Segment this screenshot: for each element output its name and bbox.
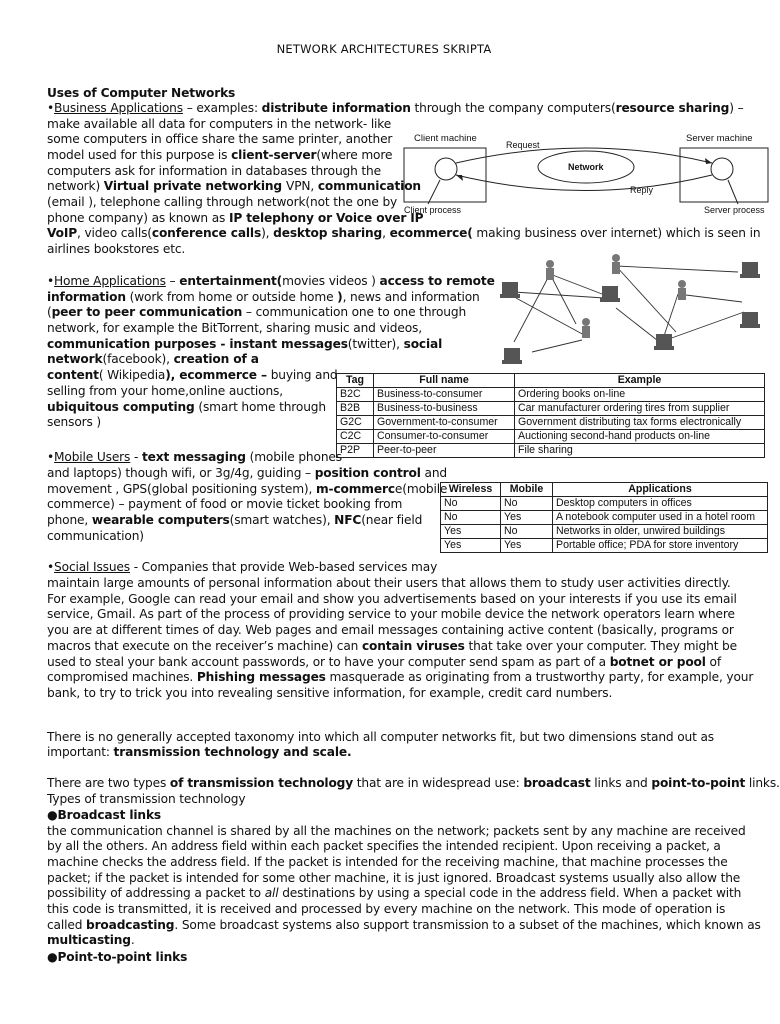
home-line-3: (peer to peer communication – communication one to one through: [47, 305, 467, 319]
table-cell: Consumer-to-consumer: [374, 430, 515, 444]
table-cell: Desktop computers in offices: [553, 497, 768, 511]
client-process-circle: [435, 158, 457, 180]
table-cell: Auctioning second-hand products on-line: [515, 430, 765, 444]
business-line-9: VoIP, video calls(conference calls), desktop sharing, ecommerce( making business over internet) which is seen in: [47, 226, 761, 240]
table-cell: Ordering books on-line: [515, 388, 765, 402]
table-cell: C2C: [337, 430, 374, 444]
network-label: Network: [568, 162, 604, 172]
table-cell: Portable office; PDA for store inventory: [553, 539, 768, 553]
home-line-2: information (work from home or outside home ), news and information: [47, 290, 480, 304]
table-cell: Government-to-consumer: [374, 416, 515, 430]
request-arrow: [456, 148, 712, 163]
types-line-1: There are two types of transmission technology that are in widespread use: broadcast links and point-to-point links.: [47, 776, 780, 790]
business-line-5: computers ask for information in databases through the: [47, 164, 381, 178]
broadcast-line-5: possibility of addressing a packet to all destinations by using a special code in the address field. When a packet with: [47, 886, 742, 900]
social-line-6: macros that execute on the receiver’s machine) can contain viruses that take over your computer. They might be: [47, 639, 737, 653]
table-header: Wireless: [441, 483, 501, 497]
page-title: NETWORK ARCHITECTURES SKRIPTA: [276, 42, 492, 56]
table-header: Full name: [374, 374, 515, 388]
table-header: Example: [515, 374, 765, 388]
mobile-line-2: and laptops) though wifi, or 3g/4g, guiding – position control and: [47, 466, 447, 480]
table-cell: Yes: [501, 539, 553, 553]
broadcast-line-2: by all the others. An address field within each packet specifies the intended recipient. Upon receiving a packet, a: [47, 839, 721, 853]
server-machine-label: Server machine: [686, 133, 753, 144]
home-line-7: content( Wikipedia), ecommerce – buying and: [47, 368, 338, 382]
table-row: [441, 497, 768, 511]
broadcast-line-4: packet; if the packet is intended for some other machine, it is just ignored. Broadcast systems usually also allow the: [47, 871, 741, 885]
table-cell: No: [501, 525, 553, 539]
table-cell: Business-to-consumer: [374, 388, 515, 402]
taxonomy-line-1: There is no generally accepted taxonomy into which all computer networks fit, but two dimensions stand out as: [47, 730, 714, 744]
broadcast-line-7: called broadcasting. Some broadcast systems also support transmission to a subset of the machines, which known as: [47, 918, 761, 932]
home-line-5: communication purposes - instant messages(twitter), social: [47, 337, 443, 351]
table-cell: Networks in older, unwired buildings: [553, 525, 768, 539]
social-line-4: service, Gmail. As part of the process of providing service to your mobile device the network operators learn where: [47, 607, 735, 621]
business-line-4: model used for this purpose is client-server(where more: [47, 148, 393, 162]
reply-label: Reply: [630, 185, 654, 195]
ecommerce-table: [336, 373, 765, 458]
table-row: [441, 525, 768, 539]
social-line-8: compromised machines. Phishing messages masquerade as originating from a trustworthy party, for example, your: [47, 670, 754, 684]
mobile-line-5: phone, wearable computers(smart watches), NFC(near field: [47, 513, 423, 527]
point-to-point-heading: ●Point-to-point links: [47, 950, 188, 964]
table-header: Applications: [553, 483, 768, 497]
table-row: [441, 511, 768, 525]
table-cell: Yes: [441, 525, 501, 539]
home-line-4: network, for example the BitTorrent, sharing music and videos,: [47, 321, 422, 335]
table-header-row: [337, 374, 765, 388]
business-line-8: phone company) as known as IP telephony or Voice over IP: [47, 211, 424, 225]
table-cell: No: [441, 497, 501, 511]
peer-to-peer-illustration: [486, 252, 768, 372]
table-header-row: [441, 483, 768, 497]
table-row: [337, 388, 765, 402]
mobile-line-3: movement , GPS(global positioning system), m-commerce(mobile: [47, 482, 448, 496]
home-line-9: ubiquitous computing (smart home through: [47, 400, 326, 414]
table-cell: Government distributing tax forms electronically: [515, 416, 765, 430]
table-cell: Yes: [501, 511, 553, 525]
home-line-10: sensors ): [47, 415, 102, 429]
broadcast-line-6: this code is transmitted, it is received and processed by every machine on the network. This mode of operation is: [47, 902, 726, 916]
section-heading: Uses of Computer Networks: [47, 86, 236, 100]
table-row: [337, 430, 765, 444]
business-line-6: network) Virtual private networking VPN, communication: [47, 179, 421, 193]
table-cell: B2B: [337, 402, 374, 416]
table-cell: Peer-to-peer: [374, 444, 515, 458]
business-line-3: some computers in office share the same printer, another: [47, 132, 393, 146]
table-cell: No: [441, 511, 501, 525]
business-line-2: make available all data for computers in the network- like: [47, 117, 392, 131]
mobile-line-4: commerce) – payment of food or movie ticket booking from: [47, 497, 403, 511]
broadcast-line-3: machine checks the address field. If the packet is intended for the receiving machine, that machine processes the: [47, 855, 728, 869]
table-cell: Yes: [441, 539, 501, 553]
table-row: [337, 402, 765, 416]
table-cell: G2C: [337, 416, 374, 430]
table-header: Tag: [337, 374, 374, 388]
server-machine-box: [680, 148, 768, 202]
business-line-1: •Business Applications – examples: distribute information through the company computers(resource sharing) –: [47, 101, 744, 115]
table-row: [337, 416, 765, 430]
client-machine-label: Client machine: [414, 133, 477, 144]
broadcast-line-8: multicasting.: [47, 933, 135, 947]
social-line-1: •Social Issues - Companies that provide Web-based services may: [47, 560, 438, 574]
home-line-6: network(facebook), creation of a: [47, 352, 259, 366]
taxonomy-line-2: important: transmission technology and scale.: [47, 745, 352, 759]
client-machine-box: [404, 148, 486, 202]
broadcast-line-1: the communication channel is shared by all the machines on the network; packets sent by any machine are received: [47, 824, 746, 838]
table-cell: File sharing: [515, 444, 765, 458]
mobile-line-6: communication): [47, 529, 144, 543]
p2p-computers: [500, 262, 760, 364]
table-cell: Business-to-business: [374, 402, 515, 416]
table-cell: A notebook computer used in a hotel room: [553, 511, 768, 525]
wireless-mobile-table: [440, 482, 768, 553]
table-cell: Car manufacturer ordering tires from supplier: [515, 402, 765, 416]
types-line-2: Types of transmission technology: [47, 792, 246, 806]
social-line-2: maintain large amounts of personal information about their users that allows them to study user activities directly.: [47, 576, 731, 590]
request-label: Request: [506, 140, 540, 150]
social-line-9: bank, to try to trick you into revealing sensitive information, for example, credit card numbers.: [47, 686, 613, 700]
social-line-3: For example, Google can read your email and show you advertisements based on your interests if you use its email: [47, 592, 737, 606]
home-line-8: selling from your home,online auctions,: [47, 384, 283, 398]
business-line-10: airlines bookstores etc.: [47, 242, 186, 256]
mobile-line-1: •Mobile Users - text messaging (mobile phones: [47, 450, 342, 464]
table-row: [337, 444, 765, 458]
table-cell: No: [501, 497, 553, 511]
social-line-7: used to steal your bank account passwords, or to have your computer send spam as part of a botnet or pool of: [47, 655, 721, 669]
home-line-1: •Home Applications – entertainment(movies videos ) access to remote: [47, 274, 495, 288]
broadcast-heading: ●Broadcast links: [47, 808, 162, 822]
server-process-label: Server process: [704, 205, 765, 215]
client-server-diagram: [398, 128, 768, 220]
social-line-5: you are at different times of day. Web pages and email messages containing active content (basically, programs or: [47, 623, 734, 637]
client-process-label: Client process: [404, 205, 462, 215]
server-process-circle: [711, 158, 733, 180]
table-cell: B2C: [337, 388, 374, 402]
table-row: [441, 539, 768, 553]
table-header: Mobile: [501, 483, 553, 497]
business-line-7: (email ), telephone calling through network(not the one by: [47, 195, 398, 209]
table-cell: P2P: [337, 444, 374, 458]
